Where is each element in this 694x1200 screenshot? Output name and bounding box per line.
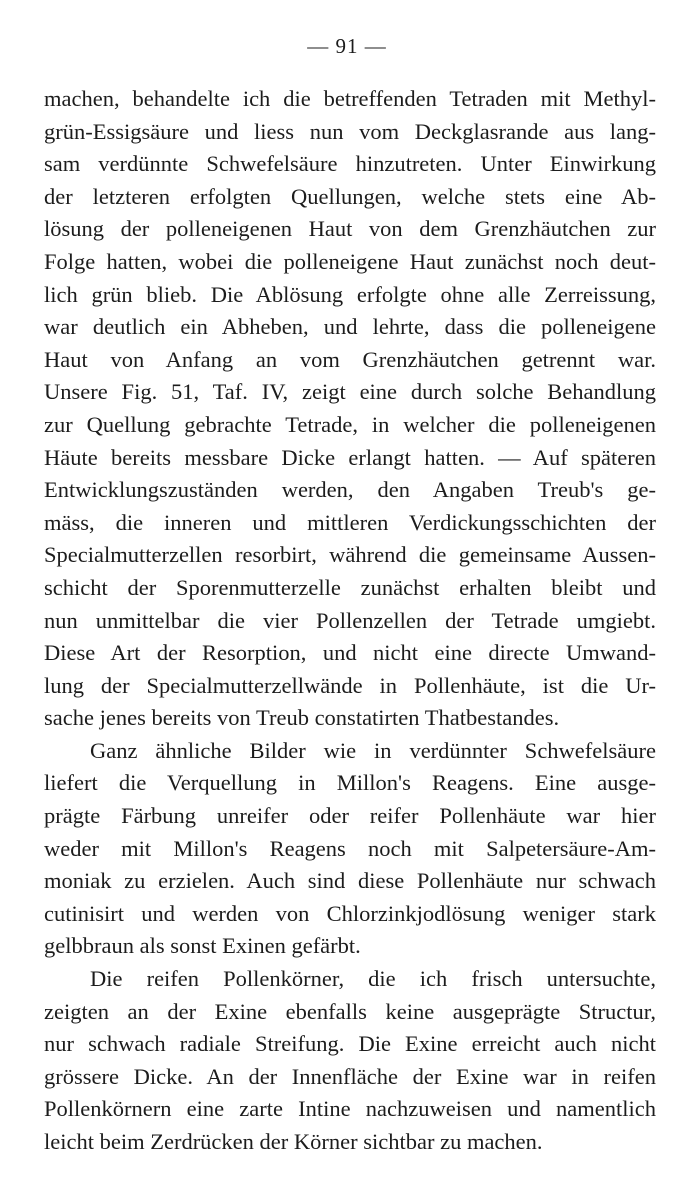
text-line: mäss, die inneren und mittleren Verdickungsschichten der	[44, 509, 656, 535]
text-line: Die reifen Pollenkörner, die ich frisch untersuchte,	[90, 966, 656, 992]
text-line: zur Quellung gebrachte Tetrade, in welcher die polleneigenen	[44, 411, 656, 437]
text-line: Häute bereits messbare Dicke erlangt hatten. — Auf späteren	[44, 444, 656, 470]
page-number: — 91 —	[307, 34, 387, 58]
text-line: lösung der polleneigenen Haut von dem Grenzhäutchen zur	[44, 216, 656, 242]
text-line: sache jenes bereits von Treub constatirten Thatbestandes.	[44, 705, 560, 731]
text-line: der letzteren erfolgten Quellungen, welche stets eine Ab-	[44, 183, 656, 209]
text-line: cutinisirt und werden von Chlorzinkjodlösung weniger stark	[44, 900, 656, 926]
text-line: nur schwach radiale Streifung. Die Exine erreicht auch nicht	[44, 1031, 656, 1057]
paragraph-3	[44, 963, 656, 1159]
text-line: war deutlich ein Abheben, und lehrte, dass die polleneigene	[44, 314, 656, 340]
text-line: prägte Färbung unreifer oder reifer Pollenhäute war hier	[44, 803, 656, 829]
text-line: moniak zu erzielen. Auch sind diese Pollenhäute nur schwach	[44, 868, 656, 894]
text-line: Folge hatten, wobei die polleneigene Haut zunächst noch deut-	[44, 248, 656, 274]
body-text	[44, 83, 656, 1159]
text-line: grössere Dicke. An der Innenfläche der Exine war in reifen	[44, 1063, 656, 1089]
text-line: nun unmittelbar die vier Pollenzellen der Tetrade umgiebt.	[44, 607, 656, 633]
text-line: Haut von Anfang an vom Grenzhäutchen getrennt war.	[44, 346, 656, 372]
text-line: schicht der Sporenmutterzelle zunächst erhalten bleibt und	[44, 574, 656, 600]
text-line: zeigten an der Exine ebenfalls keine ausgeprägte Structur,	[44, 998, 656, 1024]
text-line: Entwicklungszuständen werden, den Angaben Treub's ge-	[44, 477, 656, 503]
text-line: Specialmutterzellen resorbirt, während die gemeinsame Aussen-	[44, 542, 656, 568]
text-line: Ganz ähnliche Bilder wie in verdünnter Schwefelsäure	[90, 737, 656, 763]
text-line: Pollenkörnern eine zarte Intine nachzuweisen und namentlich	[44, 1096, 656, 1122]
text-line: machen, behandelte ich die betreffenden Tetraden mit Methyl-	[44, 86, 656, 111]
text-line: grün-Essigsäure und liess nun vom Deckglasrande aus lang-	[44, 118, 656, 144]
text-line: weder mit Millon's Reagens noch mit Salpetersäure-Am-	[44, 835, 656, 861]
text-line: lich grün blieb. Die Ablösung erfolgte ohne alle Zerreissung,	[44, 281, 656, 307]
paragraph-1	[44, 83, 656, 735]
text-line: lung der Specialmutterzellwände in Pollenhäute, ist die Ur-	[44, 672, 656, 698]
text-line: sam verdünnte Schwefelsäure hinzutreten. Unter Einwirkung	[44, 151, 656, 177]
text-line: liefert die Verquellung in Millon's Reagens. Eine ausge-	[44, 770, 656, 796]
text-line: gelbbraun als sonst Exinen gefärbt.	[44, 933, 361, 959]
text-line: leicht beim Zerdrücken der Körner sichtbar zu machen.	[44, 1129, 543, 1154]
text-line: Unsere Fig. 51, Taf. IV, zeigt eine durch solche Behandlung	[44, 379, 656, 405]
paragraph-2	[44, 735, 656, 963]
text-line: Diese Art der Resorption, und nicht eine directe Umwand-	[44, 640, 656, 666]
